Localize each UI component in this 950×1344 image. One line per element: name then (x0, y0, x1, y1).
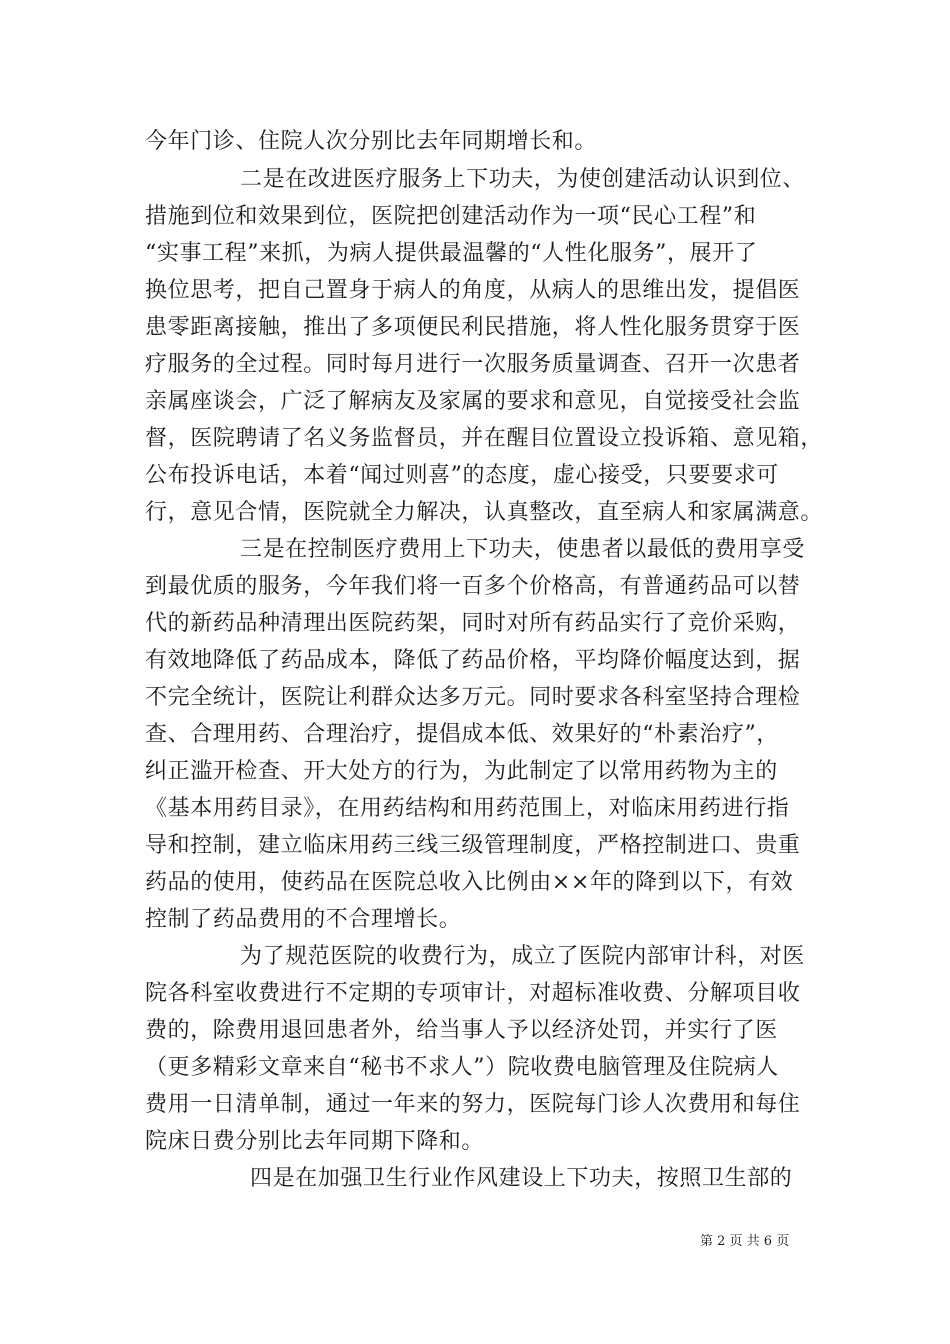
paragraph-first-line: 二是在改进医疗服务上下功夫，为使创建活动认识到位、 (240, 167, 806, 192)
body-text-line: 患零距离接触，推出了多项便民利民措施，将人性化服务贯穿于医 (145, 315, 801, 340)
body-text-line: 公布投诉电话，本着“闻过则喜”的态度，虚心接受，只要要求可 (145, 463, 779, 488)
body-text-line: “实事工程”来抓，为病人提供最温馨的“人性化服务”，展开了 (145, 241, 758, 266)
body-text-line: 查、合理用药、合理治疗，提倡成本低、效果好的“朴素治疗”， (145, 722, 779, 747)
body-text-line: 督，医院聘请了名义务监督员，并在醒目位置设立投诉箱、意见箱， (145, 426, 824, 451)
body-text-line: （更多精彩文章来自“秘书不求人”）院收费电脑管理及住院病人 (145, 1055, 779, 1080)
body-text-line: 代的新药品种清理出医院药架，同时对所有药品实行了竞价采购， (145, 611, 801, 636)
body-text-line: 行，意见合情，医院就全力解决，认真整改，直至病人和家属满意。 (145, 500, 824, 525)
body-text-line: 今年门诊、住院人次分别比去年同期增长和。 (145, 129, 598, 154)
body-text-line: 院各科室收费进行不定期的专项审计，对超标准收费、分解项目收 (145, 981, 801, 1006)
body-text-line: 换位思考，把自己置身于病人的角度，从病人的思维出发，提倡医 (145, 278, 801, 303)
body-text-line: 费的，除费用退回患者外，给当事人予以经济处罚，并实行了医 (145, 1018, 778, 1043)
body-text-line: 药品的使用，使药品在医院总收入比例由××年的降到以下，有效 (145, 870, 794, 895)
body-text-line: 亲属座谈会，广泛了解病友及家属的要求和意见，自觉接受社会监 (145, 389, 801, 414)
paragraph-first-line: 为了规范医院的收费行为，成立了医院内部审计科，对医 (240, 944, 806, 969)
page-number-footer: 第 2 页 共 6 页 (700, 1234, 790, 1249)
body-text-line: 不完全统计，医院让利群众达多万元。同时要求各科室坚持合理检 (145, 685, 801, 710)
body-text-line: 有效地降低了药品成本，降低了药品价格，平均降价幅度达到，据 (145, 648, 801, 673)
body-text-line: 疗服务的全过程。同时每月进行一次服务质量调查、召开一次患者 (145, 352, 801, 377)
paragraph-first-line: 三是在控制医疗费用上下功夫，使患者以最低的费用享受 (240, 537, 806, 562)
body-text-line: 院床日费分别比去年同期下降和。 (145, 1129, 485, 1154)
body-text-line: 费用一日清单制，通过一年来的努力，医院每门诊人次费用和每住 (145, 1092, 801, 1117)
body-text-line: 到最优质的服务，今年我们将一百多个价格高，有普通药品可以替 (145, 574, 801, 599)
body-text-line: 措施到位和效果到位，医院把创建活动作为一项“民心工程”和 (145, 204, 757, 229)
paragraph-first-line: 四是在加强卫生行业作风建设上下功夫，按照卫生部的 (250, 1166, 793, 1191)
body-text-line: 控制了药品费用的不合理增长。 (145, 907, 462, 932)
body-text-line: 纠正滥开检查、开大处方的行为，为此制定了以常用药物为主的 (145, 759, 778, 784)
body-text-line: 《基本用药目录》，在用药结构和用药范围上，对临床用药进行指 (145, 796, 790, 821)
body-text-line: 导和控制，建立临床用药三线三级管理制度，严格控制进口、贵重 (145, 833, 801, 858)
